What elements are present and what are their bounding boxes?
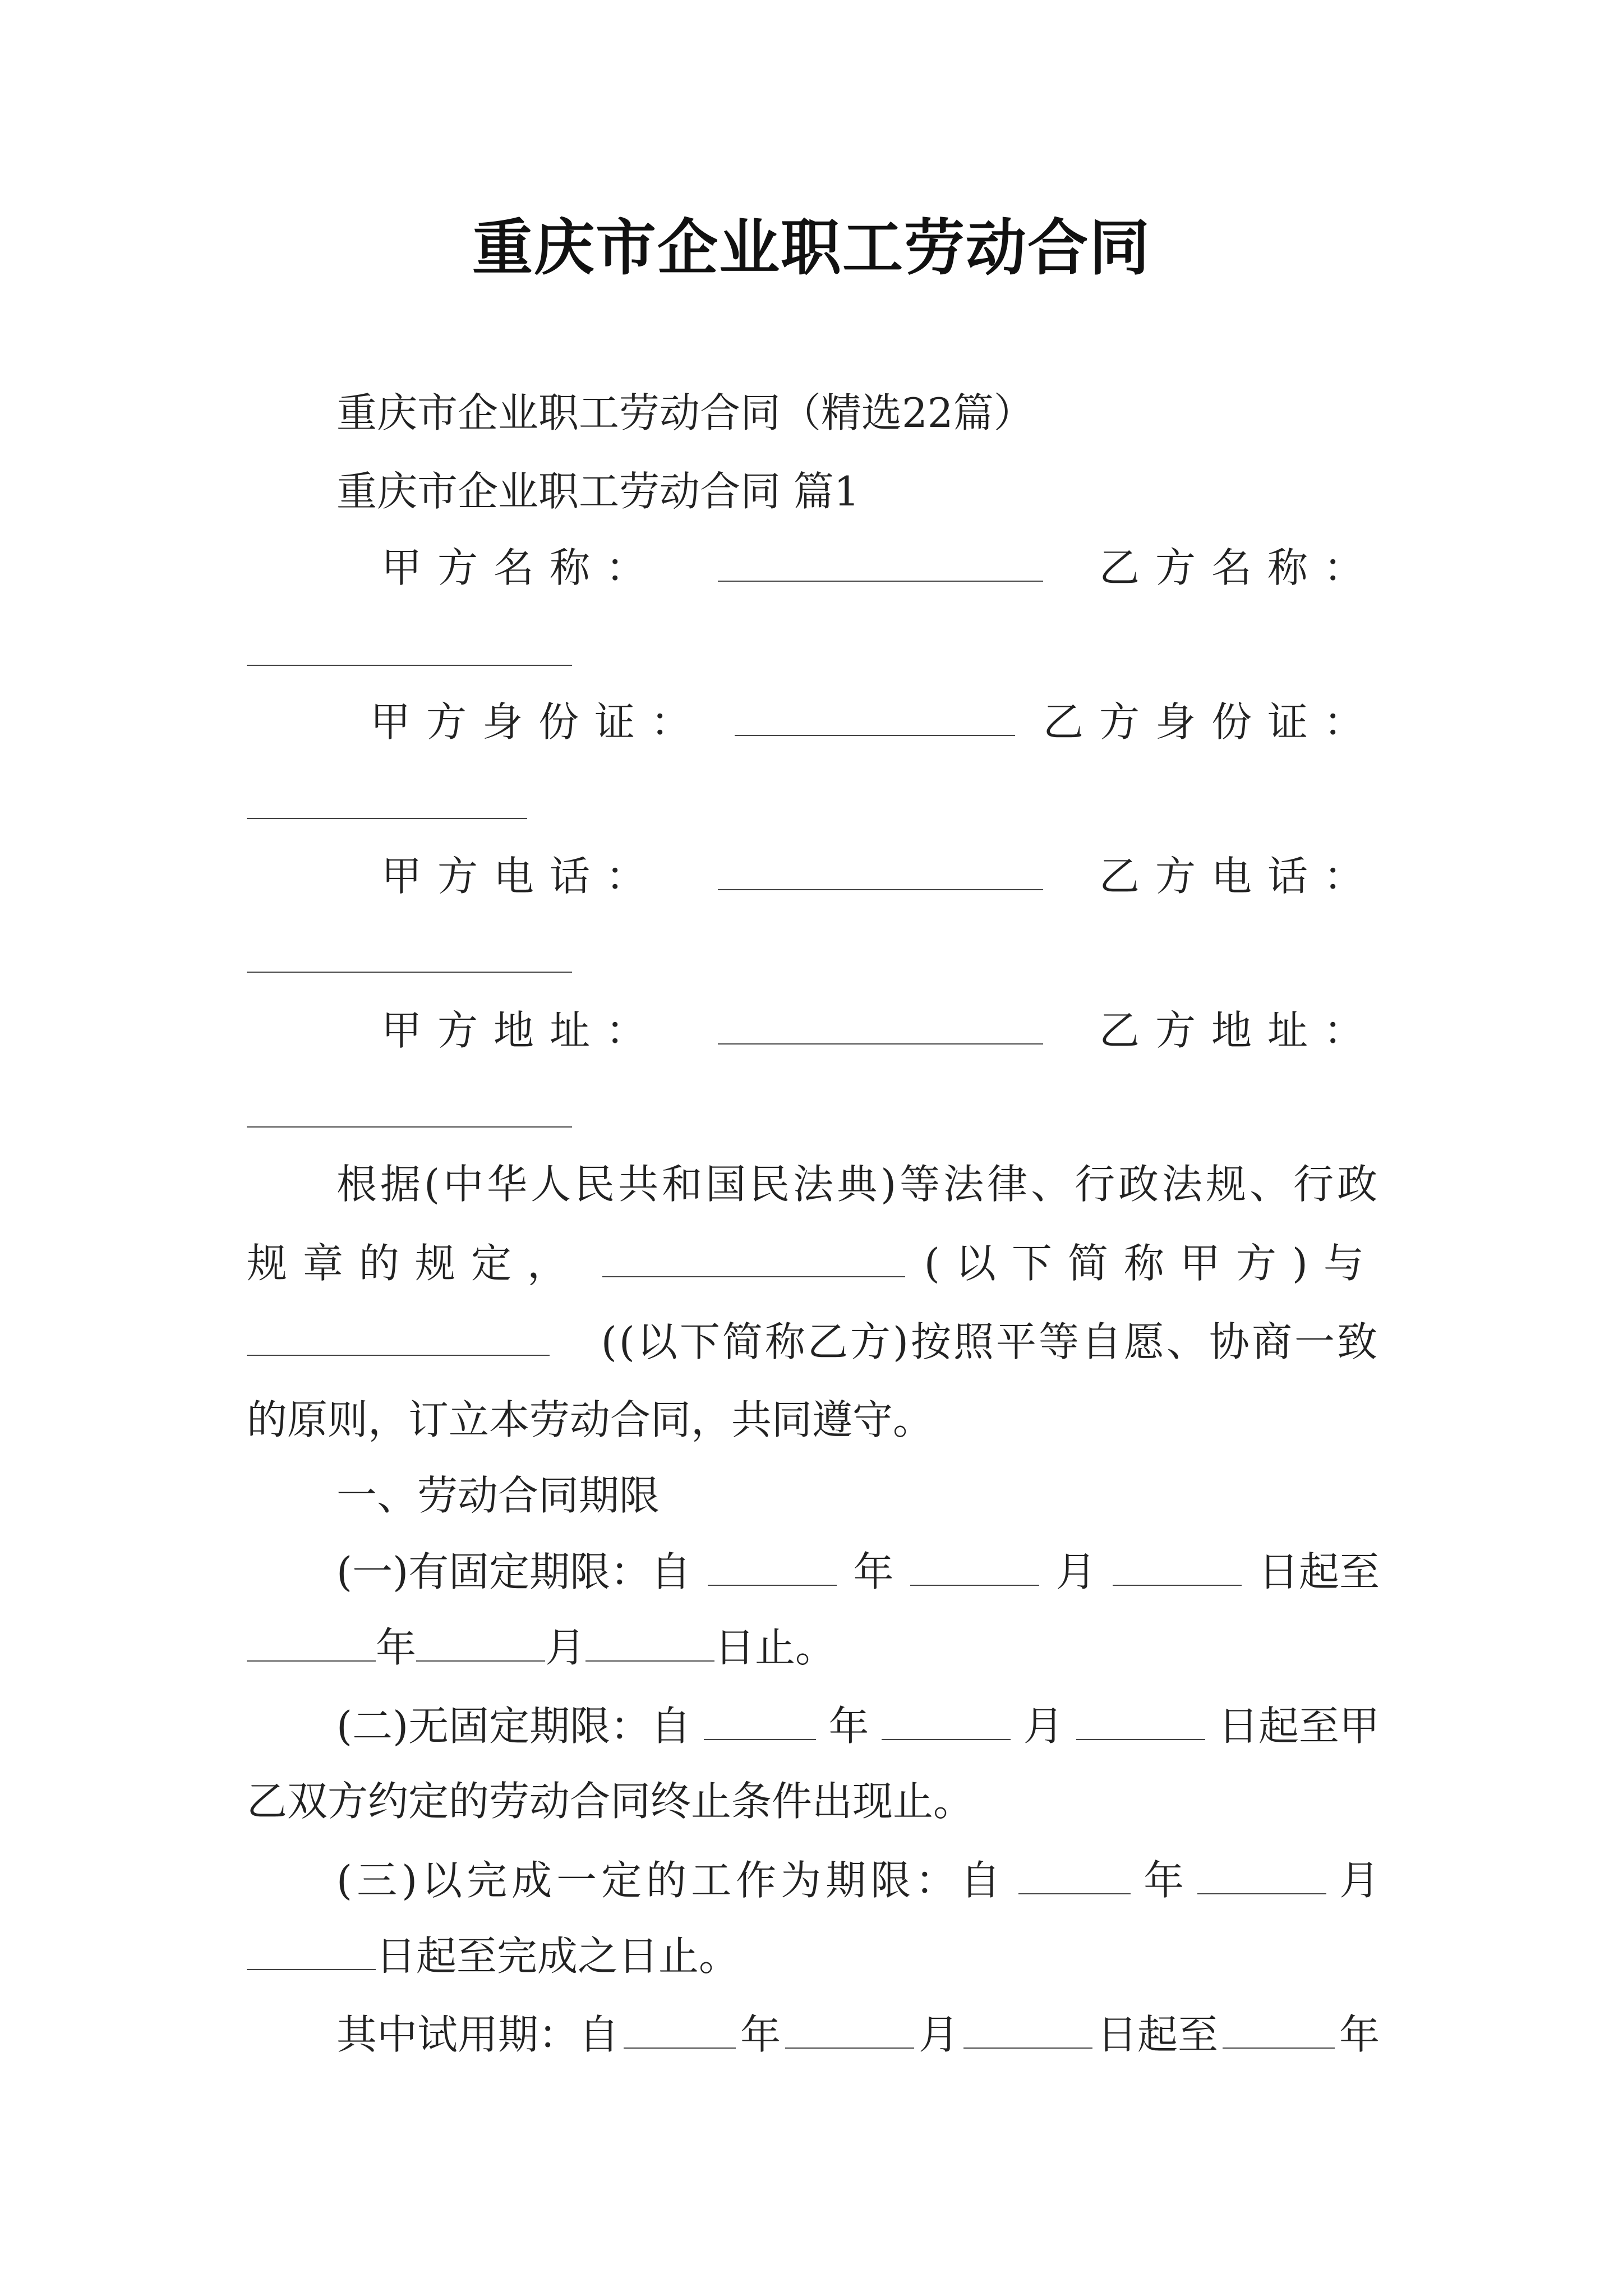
party-phone-row (247, 853, 1380, 900)
document-title: 重庆市企业职工劳动合同 (472, 213, 1151, 283)
fixed-start-year-blank[interactable] (708, 1551, 837, 1586)
open-start-month-blank[interactable] (882, 1705, 1011, 1740)
party-b-name-blank[interactable] (247, 665, 572, 666)
task-start-month-blank[interactable] (1197, 1860, 1326, 1894)
fixed-term-line-2: 年 月 日止。 (247, 1627, 836, 1668)
probation-start-year-blank[interactable] (624, 2014, 736, 2049)
section-heading: 重庆市企业职工劳动合同 篇1 (336, 468, 860, 515)
party-a-phone-label: 甲方电话： (381, 853, 662, 900)
party-a-blank[interactable] (602, 1243, 905, 1277)
party-b-name-label: 乙方名称： (1099, 544, 1380, 591)
party-a-id-blank[interactable] (735, 701, 1015, 736)
party-b-id-blank[interactable] (247, 818, 527, 819)
fixed-term-line-1: (一)有固定期限：自 年 月 日起至 (336, 1548, 1380, 1595)
party-b-address-label: 乙方地址： (1099, 1007, 1380, 1054)
intro-line-1: 根据(中华人民共和国民法典)等法律、行政法规、行政 (336, 1161, 1381, 1208)
party-b-address-blank[interactable] (247, 1126, 572, 1128)
party-a-phone-blank[interactable] (718, 855, 1043, 890)
open-start-year-blank[interactable] (704, 1705, 816, 1740)
party-b-phone-blank[interactable] (247, 972, 572, 973)
party-address-row (247, 1007, 1380, 1054)
party-b-id-label: 乙方身份证： (1043, 698, 1380, 746)
probation-start-month-blank[interactable] (785, 2014, 914, 2049)
fixed-start-month-blank[interactable] (910, 1551, 1039, 1586)
party-name-row (247, 544, 1380, 591)
open-term-line-2: 乙双方约定的劳动合同终止条件出现止。 (247, 1778, 974, 1825)
fixed-end-month-blank[interactable] (416, 1627, 545, 1662)
task-start-day-blank[interactable] (247, 1935, 376, 1970)
task-start-year-blank[interactable] (1018, 1860, 1131, 1894)
party-id-row (247, 698, 1380, 746)
party-a-name-blank[interactable] (718, 547, 1043, 582)
party-a-id-label: 甲方身份证： (370, 698, 707, 746)
fixed-end-day-blank[interactable] (585, 1627, 714, 1662)
party-a-address-label: 甲方地址： (381, 1007, 662, 1054)
probation-line: 其中试用期：自 年 月 日起至 年 (336, 2011, 1380, 2058)
document-subtitle: 重庆市企业职工劳动合同（精选22篇） (336, 389, 1034, 436)
probation-start-day-blank[interactable] (963, 2014, 1092, 2049)
open-start-day-blank[interactable] (1076, 1705, 1205, 1740)
task-term-line-2: 日起至完成之日止。 (247, 1935, 739, 1976)
intro-line-2: 规章的规定， (以下简称甲方)与 (247, 1240, 1380, 1287)
intro-line-3: ((以下简称乙方)按照平等自愿、协商一致 (247, 1321, 1380, 1362)
probation-end-year-blank[interactable] (1223, 2014, 1335, 2049)
term-heading: 一、劳动合同期限 (336, 1472, 660, 1519)
party-b-blank[interactable] (247, 1321, 550, 1356)
open-term-line-1: (二)无固定期限：自 年 月 日起至甲 (336, 1703, 1380, 1750)
intro-line-4: 的原则，订立本劳动合同，共同遵守。 (247, 1396, 934, 1443)
fixed-end-year-blank[interactable] (247, 1627, 376, 1662)
task-term-line-1: (三)以完成一定的工作为期限：自 年 月 (336, 1857, 1380, 1904)
fixed-start-day-blank[interactable] (1113, 1551, 1242, 1586)
party-a-name-label: 甲方名称： (381, 544, 662, 591)
party-b-phone-label: 乙方电话： (1099, 853, 1380, 900)
party-a-address-blank[interactable] (718, 1010, 1043, 1045)
